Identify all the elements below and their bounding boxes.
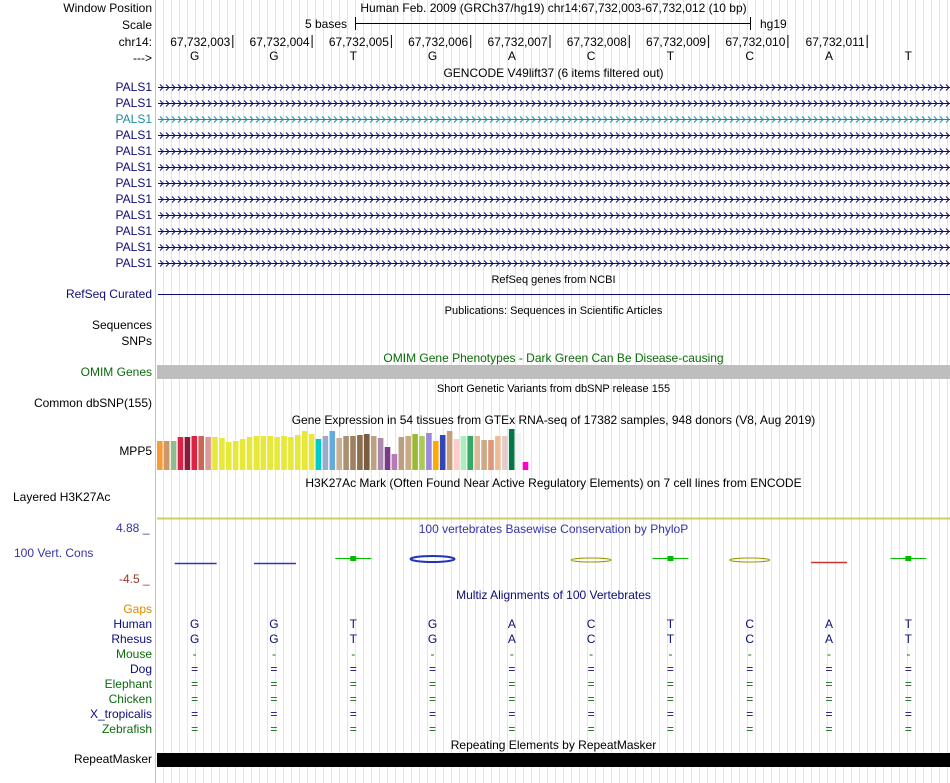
- cons-ymin: -4.5 _: [119, 572, 150, 586]
- multiz-base: =: [666, 662, 674, 676]
- multiz-base: =: [746, 722, 754, 736]
- gtex-tissue-bar: [233, 441, 239, 470]
- ruler-base: G: [269, 49, 279, 63]
- multiz-base: =: [904, 662, 912, 676]
- cons-track-title[interactable]: 100 vertebrates Basewise Conservation by PhyloP: [418, 522, 689, 536]
- scale-assembly: hg19: [760, 17, 787, 31]
- gtex-tissue-bar: [371, 436, 377, 470]
- multiz-base: -: [906, 647, 911, 661]
- multiz-base: =: [825, 707, 833, 721]
- gencode-transcript-label[interactable]: PALS1: [115, 208, 152, 222]
- multiz-base: A: [825, 617, 834, 631]
- multiz-base: -: [827, 647, 832, 661]
- publications-track-title[interactable]: Publications: Sequences in Scientific Articles: [444, 305, 663, 317]
- strand-label: --->: [133, 51, 152, 65]
- multiz-base: =: [825, 692, 833, 706]
- ruler-position-label: 67,732,007: [487, 35, 548, 49]
- ruler-base: A: [825, 49, 834, 63]
- multiz-base: T: [904, 617, 913, 631]
- multiz-base: =: [508, 692, 516, 706]
- gencode-transcript-label[interactable]: PALS1: [115, 96, 152, 110]
- scale-text: 5 bases: [305, 17, 348, 31]
- omim-track-title[interactable]: OMIM Gene Phenotypes - Dark Green Can Be Disease-causing: [383, 351, 724, 365]
- multiz-base: =: [191, 677, 199, 691]
- gtex-tissue-bar: [219, 438, 225, 470]
- gtex-tissue-bar: [495, 436, 501, 470]
- multiz-base: =: [191, 662, 199, 676]
- multiz-base: =: [746, 677, 754, 691]
- multiz-base: =: [904, 707, 912, 721]
- ruler-position-label: 67,732,011: [805, 35, 865, 49]
- multiz-species-label: Elephant: [104, 677, 152, 691]
- repeatmasker-block: [157, 753, 950, 767]
- ruler-position-label: 67,732,004: [249, 35, 310, 49]
- ruler-base: G: [189, 49, 200, 63]
- multiz-species-label: X_tropicalis: [89, 707, 152, 721]
- multiz-base: T: [349, 632, 357, 646]
- multiz-base: =: [508, 707, 516, 721]
- multiz-species-label: Mouse: [115, 647, 152, 661]
- multiz-base: =: [270, 707, 278, 721]
- ruler-position-label: 67,732,010: [725, 35, 786, 49]
- gtex-tissue-bar: [468, 436, 474, 470]
- multiz-base: -: [271, 647, 276, 661]
- multiz-base: =: [746, 707, 754, 721]
- gtex-tissue-bar: [157, 441, 163, 470]
- multiz-base: T: [349, 617, 357, 631]
- multiz-base: =: [349, 677, 357, 691]
- ruler-position-label: 67,732,005: [328, 35, 389, 49]
- multiz-base: =: [508, 677, 516, 691]
- multiz-base: G: [269, 632, 279, 646]
- multiz-base: =: [825, 722, 833, 736]
- gtex-tissue-bar: [426, 433, 432, 470]
- multiz-base: A: [507, 632, 516, 646]
- gtex-tissue-bar: [412, 434, 418, 470]
- gtex-tissue-bar: [343, 436, 349, 470]
- gencode-transcript-label[interactable]: PALS1: [115, 160, 152, 174]
- multiz-base: =: [666, 692, 674, 706]
- multiz-base: =: [825, 677, 833, 691]
- omim-gene-bar: [157, 365, 950, 379]
- multiz-base: A: [825, 632, 834, 646]
- gtex-tissue-bar: [267, 436, 273, 470]
- multiz-base: =: [904, 692, 912, 706]
- multiz-base: =: [746, 692, 754, 706]
- gtex-tissue-bar: [309, 434, 315, 470]
- multiz-base: =: [904, 677, 912, 691]
- refseq-label[interactable]: RefSeq Curated: [65, 287, 152, 301]
- gtex-tissue-bar: [405, 436, 411, 470]
- gtex-tissue-bar: [171, 441, 177, 470]
- gtex-label[interactable]: MPP5: [119, 444, 152, 458]
- multiz-base: =: [825, 662, 833, 676]
- gtex-tissue-bar: [350, 436, 356, 470]
- gtex-tissue-bar: [261, 436, 267, 470]
- multiz-base: =: [904, 722, 912, 736]
- multiz-base: G: [427, 632, 438, 646]
- dbsnp-track-title[interactable]: Short Genetic Variants from dbSNP release 155: [436, 383, 671, 395]
- gtex-tissue-bar: [440, 435, 446, 470]
- multiz-species-label: Dog: [129, 662, 152, 676]
- multiz-base: =: [191, 722, 199, 736]
- gtex-tissue-bar: [454, 439, 460, 470]
- multiz-base: =: [429, 677, 437, 691]
- gtex-tissue-bar: [281, 436, 287, 470]
- gencode-transcript-label[interactable]: PALS1: [115, 176, 152, 190]
- gtex-tissue-bar: [364, 434, 370, 470]
- gtex-tissue-bar: [226, 442, 232, 470]
- gtex-tissue-bar: [385, 447, 391, 470]
- gtex-tissue-bar: [316, 439, 322, 470]
- multiz-base: =: [429, 722, 437, 736]
- window-position-label: Window Position: [63, 1, 152, 15]
- gtex-tissue-bar: [205, 437, 211, 470]
- ruler-position-label: 67,732,009: [646, 35, 707, 49]
- multiz-base: T: [666, 617, 675, 631]
- cons-mark-block: [350, 556, 356, 561]
- gtex-tissue-bar: [447, 431, 453, 470]
- gtex-tissue-bar: [212, 437, 218, 470]
- gtex-tissue-bar: [164, 441, 170, 470]
- multiz-base: T: [666, 632, 675, 646]
- gtex-tissue-bar: [357, 435, 363, 470]
- gencode-transcript-label[interactable]: PALS1: [115, 144, 152, 158]
- multiz-base: -: [668, 647, 673, 661]
- omim-label[interactable]: OMIM Genes: [80, 365, 152, 379]
- multiz-base: -: [430, 647, 435, 661]
- multiz-base: =: [429, 662, 437, 676]
- gtex-tissue-bar: [433, 441, 439, 470]
- multiz-base: =: [746, 662, 754, 676]
- ruler-base: C: [745, 49, 755, 63]
- multiz-base: =: [270, 662, 278, 676]
- gtex-tissue-bar: [330, 431, 336, 470]
- cons-mark-block: [905, 556, 911, 561]
- gencode-transcript-label[interactable]: PALS1: [115, 256, 152, 270]
- multiz-base: =: [349, 662, 357, 676]
- window-position-text: Human Feb. 2009 (GRCh37/hg19) chr14:67,732,003-67,732,012 (10 bp): [360, 1, 747, 15]
- gencode-transcript-label[interactable]: PALS1: [115, 80, 152, 94]
- multiz-track-title[interactable]: Multiz Alignments of 100 Vertebrates: [456, 588, 651, 602]
- multiz-base: C: [586, 632, 596, 646]
- gtex-tissue-bar: [461, 436, 467, 470]
- multiz-base: =: [191, 707, 199, 721]
- cons-ymax: 4.88 _: [116, 521, 150, 535]
- refseq-track-title[interactable]: RefSeq genes from NCBI: [491, 274, 616, 286]
- cons-mark-block: [667, 556, 673, 561]
- multiz-base: =: [508, 662, 516, 676]
- multiz-species-label: Human: [113, 617, 152, 631]
- multiz-base: =: [270, 722, 278, 736]
- multiz-base: G: [189, 632, 200, 646]
- multiz-base: -: [589, 647, 594, 661]
- repeatmasker-track-title[interactable]: Repeating Elements by RepeatMasker: [450, 738, 657, 752]
- multiz-base: C: [745, 632, 755, 646]
- multiz-base: C: [586, 617, 596, 631]
- multiz-base: =: [587, 707, 595, 721]
- gtex-tissue-bar: [488, 440, 494, 470]
- gencode-transcript-label[interactable]: PALS1: [115, 128, 152, 142]
- ruler-position-label: 67,732,006: [408, 35, 469, 49]
- gtex-tissue-bar: [295, 435, 301, 470]
- gencode-track-title[interactable]: GENCODE V49lift37 (6 items filtered out): [443, 66, 664, 80]
- multiz-base: =: [270, 677, 278, 691]
- gtex-tissue-bar: [509, 429, 515, 470]
- multiz-base: =: [587, 677, 595, 691]
- multiz-base: =: [666, 707, 674, 721]
- multiz-base: =: [349, 722, 357, 736]
- ruler-position-label: 67,732,008: [566, 35, 627, 49]
- gencode-transcript-label[interactable]: PALS1: [115, 240, 152, 254]
- gtex-tissue-bar: [192, 436, 198, 470]
- publications-label-sequences[interactable]: Sequences: [91, 318, 152, 332]
- multiz-base: =: [349, 707, 357, 721]
- multiz-species-label: Zebrafish: [101, 722, 152, 736]
- gtex-tissue-bar: [185, 437, 191, 470]
- publications-label-snps[interactable]: SNPs: [121, 334, 152, 348]
- multiz-base: =: [429, 707, 437, 721]
- multiz-base: A: [507, 617, 516, 631]
- gtex-tissue-bar: [240, 439, 246, 470]
- ruler-base: T: [349, 49, 357, 63]
- gtex-tissue-bar: [523, 462, 529, 470]
- gtex-tissue-bar: [481, 440, 487, 470]
- scale-label: Scale: [121, 18, 152, 32]
- multiz-species-label: Chicken: [108, 692, 152, 706]
- multiz-base: -: [747, 647, 752, 661]
- multiz-base: -: [192, 647, 197, 661]
- ruler-base: A: [507, 49, 516, 63]
- multiz-base: =: [587, 662, 595, 676]
- ruler-base: T: [666, 49, 675, 63]
- multiz-base: -: [509, 647, 514, 661]
- gtex-tissue-bar: [302, 431, 308, 470]
- repeatmasker-label[interactable]: RepeatMasker: [73, 752, 152, 766]
- h3k27ac-label[interactable]: Layered H3K27Ac: [13, 490, 111, 504]
- multiz-base: =: [587, 692, 595, 706]
- multiz-species-label: Rhesus: [111, 632, 152, 646]
- multiz-base: =: [429, 692, 437, 706]
- multiz-base: G: [189, 617, 200, 631]
- multiz-base: =: [666, 677, 674, 691]
- multiz-base: C: [745, 617, 755, 631]
- gtex-tissue-bar: [198, 436, 204, 470]
- gtex-tissue-bar: [399, 437, 405, 470]
- ruler-position-label: 67,732,003: [170, 35, 231, 49]
- gtex-tissue-bar: [336, 438, 342, 470]
- multiz-base: =: [666, 722, 674, 736]
- gtex-tissue-bar: [323, 436, 329, 470]
- gtex-tissue-bar: [178, 437, 184, 470]
- ruler-base: C: [586, 49, 596, 63]
- multiz-base: -: [351, 647, 356, 661]
- multiz-base: =: [270, 692, 278, 706]
- gtex-tissue-bar: [378, 438, 384, 470]
- multiz-base: =: [508, 722, 516, 736]
- gtex-tissue-bar: [392, 454, 398, 470]
- gtex-tissue-bar: [474, 436, 480, 470]
- gtex-tissue-bar: [516, 433, 522, 470]
- ruler-base: T: [904, 49, 913, 63]
- multiz-base: G: [427, 617, 438, 631]
- gtex-tissue-bar: [288, 437, 294, 470]
- gencode-transcript-label[interactable]: PALS1: [115, 192, 152, 206]
- gtex-track-title[interactable]: Gene Expression in 54 tissues from GTEx RNA-seq of 17382 samples, 948 donors (V8, Aug 2019): [291, 413, 816, 427]
- multiz-base: =: [349, 692, 357, 706]
- cons-label[interactable]: 100 Vert. Cons: [14, 546, 94, 560]
- multiz-base: =: [587, 722, 595, 736]
- gtex-tissue-bar: [254, 436, 260, 470]
- ruler-base: G: [427, 49, 438, 63]
- dbsnp-label[interactable]: Common dbSNP(155): [33, 396, 152, 410]
- multiz-gaps-label: Gaps: [123, 602, 152, 616]
- gtex-tissue-bar: [502, 436, 508, 470]
- h3k27ac-track-title[interactable]: H3K27Ac Mark (Often Found Near Active Regulatory Elements) on 7 cell lines from ENCODE: [305, 476, 802, 490]
- gtex-tissue-bar: [419, 436, 425, 470]
- multiz-base: G: [269, 617, 279, 631]
- gtex-tissue-bar: [274, 437, 280, 470]
- gencode-transcript-label[interactable]: PALS1: [115, 224, 152, 238]
- gtex-tissue-bar: [247, 437, 253, 470]
- multiz-base: =: [191, 692, 199, 706]
- gencode-transcript-label[interactable]: PALS1: [115, 112, 152, 126]
- chrom-label: chr14:: [118, 35, 152, 49]
- multiz-base: T: [904, 632, 913, 646]
